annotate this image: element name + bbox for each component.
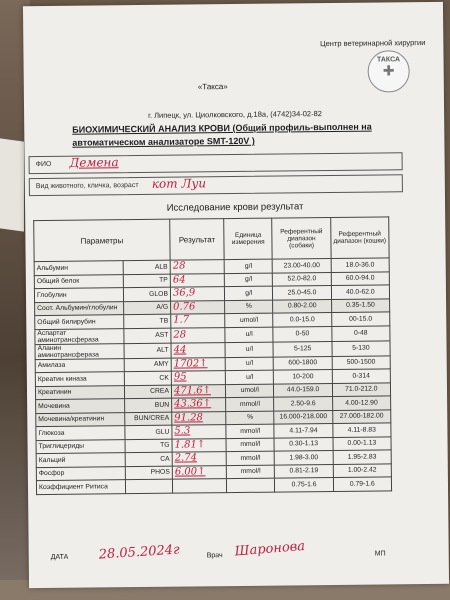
handwritten-result: 44 bbox=[173, 344, 187, 356]
ref-range-cat: 0.35-1.50 bbox=[331, 298, 389, 312]
ref-range-dog: 2.50-9.6 bbox=[274, 396, 332, 410]
unit: u/l bbox=[225, 342, 273, 358]
animal-label: Вид животного, кличка, возраст bbox=[35, 182, 139, 191]
result-value bbox=[170, 260, 224, 274]
param-name: Мочевина bbox=[36, 399, 126, 413]
param-name: Coот. Альбумин/глобулин bbox=[35, 301, 125, 315]
result-value bbox=[171, 314, 225, 328]
param-code: TB bbox=[124, 314, 171, 328]
param-code: TP bbox=[124, 274, 171, 288]
ref-range-dog: 25.0-45.0 bbox=[273, 286, 331, 300]
owner-label: ФИО bbox=[35, 160, 52, 169]
clinic-address: г. Липецк, ул. Циолковского, д.18а, (4742)34-02-82 bbox=[148, 109, 322, 120]
seal-label: МП bbox=[374, 550, 386, 558]
handwritten-result: 95 bbox=[173, 371, 187, 383]
logo-text: ТАКСА bbox=[376, 56, 401, 64]
param-name: Фосфор bbox=[36, 466, 126, 480]
param-code: AST bbox=[124, 328, 171, 343]
ref-range-dog: 4.11-7.94 bbox=[274, 423, 332, 437]
ref-range-dog: 23.00-40.00 bbox=[273, 259, 331, 273]
ref-range-dog: 0.81-2.19 bbox=[275, 464, 333, 478]
col-unit: Единица измерения bbox=[224, 218, 273, 260]
param-code: CK bbox=[125, 371, 172, 385]
param-name: Альбумин bbox=[34, 261, 124, 275]
param-name: Креатин киназа bbox=[35, 372, 125, 386]
result-value bbox=[171, 327, 225, 343]
date-label: ДАТА bbox=[50, 553, 69, 561]
param-name: Мочевина/креатинин bbox=[36, 412, 126, 426]
ref-range-cat: 00-15.0 bbox=[331, 312, 389, 326]
handwritten-result: 6.00↑ bbox=[174, 466, 206, 478]
result-value bbox=[171, 342, 225, 358]
ref-range-cat: 18.0-36.0 bbox=[331, 258, 389, 272]
lab-report-sheet bbox=[23, 2, 449, 588]
col-ref-cat: Референтный диапазон (кошки) bbox=[330, 217, 389, 259]
result-value bbox=[172, 398, 226, 412]
handwritten-result: 91.28 bbox=[174, 412, 203, 424]
handwritten-result: 1702↑ bbox=[173, 358, 208, 370]
unit: mmol/l bbox=[226, 465, 274, 479]
handwritten-result: 1.81↑ bbox=[174, 439, 206, 451]
ref-range-cat: 4.00-12.90 bbox=[332, 396, 390, 410]
param-code: BUN bbox=[125, 398, 172, 412]
param-name: Креатинин bbox=[35, 385, 125, 399]
unit: mmol/l bbox=[226, 451, 274, 465]
clinic-name: «Такса» bbox=[197, 82, 228, 92]
ref-range-cat: 0-314 bbox=[332, 369, 390, 383]
table-body bbox=[34, 258, 391, 494]
ref-range-dog: 16.000-218.000 bbox=[274, 410, 332, 424]
param-code: A/G bbox=[124, 301, 171, 315]
handwritten-result: 1.7 bbox=[173, 314, 190, 326]
param-code: ALT bbox=[124, 343, 171, 358]
table-header-row bbox=[34, 217, 389, 262]
param-code: ALB bbox=[124, 260, 171, 274]
result-value bbox=[171, 357, 225, 371]
ref-range-cat: 500-1500 bbox=[332, 355, 390, 369]
param-code bbox=[126, 479, 173, 493]
handwritten-result: 2.74 bbox=[174, 452, 198, 464]
unit: umol/l bbox=[225, 313, 273, 327]
unit: % bbox=[225, 300, 273, 314]
handwritten-result: 28 bbox=[173, 329, 187, 341]
date-value: 28.05.2024г bbox=[98, 542, 181, 563]
param-name: Общий белок bbox=[34, 274, 124, 288]
handwritten-result: 0.76 bbox=[173, 301, 196, 313]
unit: g/l bbox=[225, 286, 273, 300]
unit: % bbox=[226, 411, 274, 425]
doctor-signature: Шаронова bbox=[234, 538, 306, 560]
result-value bbox=[172, 411, 226, 425]
param-code: TG bbox=[125, 439, 172, 453]
param-name: Аспартат аминотрансфераза bbox=[35, 328, 125, 344]
ref-range-cat: 4.11-8.83 bbox=[333, 423, 391, 437]
unit: mmol/l bbox=[226, 438, 274, 452]
handwritten-result: 43.36↑ bbox=[174, 398, 212, 410]
ref-range-dog: 5-125 bbox=[273, 341, 331, 357]
ref-range-dog: 0.0-15.0 bbox=[273, 313, 331, 327]
ref-range-cat: 0.00-1.13 bbox=[333, 436, 391, 450]
param-name: Кальций bbox=[36, 453, 126, 467]
unit: u/l bbox=[225, 357, 273, 371]
param-code: PHOS bbox=[126, 466, 173, 480]
param-name: Триглицериды bbox=[36, 439, 126, 453]
param-code: GLU bbox=[125, 425, 172, 439]
ref-range-cat: 0-48 bbox=[332, 325, 390, 341]
animal-field bbox=[29, 174, 403, 196]
ref-range-cat: 1.95-2.83 bbox=[333, 450, 391, 464]
param-code: CREA bbox=[125, 385, 172, 399]
background-paper-scrap bbox=[0, 138, 24, 231]
handwritten-result: 36,9 bbox=[172, 287, 196, 299]
param-name: Коэффициент Ритиса bbox=[36, 480, 126, 494]
result-value bbox=[172, 452, 226, 466]
unit: mmol/l bbox=[226, 424, 274, 438]
result-value bbox=[170, 287, 224, 301]
ref-range-dog: 0.30-1.13 bbox=[274, 437, 332, 451]
handwritten-result: 28 bbox=[172, 260, 186, 272]
ref-range-cat: 5-130 bbox=[332, 340, 390, 356]
ref-range-cat: 60.0-94.0 bbox=[331, 271, 389, 285]
owner-field bbox=[29, 152, 403, 174]
result-value bbox=[172, 425, 226, 439]
param-code: CA bbox=[126, 452, 173, 466]
ref-range-dog: 44.0-159.0 bbox=[274, 383, 332, 397]
report-title: БИОХИМИЧЕСКИЙ АНАЛИЗ КРОВИ (Общий профиль-выполнен на автоматическом анализаторе SMT-120V ) bbox=[72, 121, 372, 148]
ref-range-cat: 1.00-2.42 bbox=[333, 463, 391, 477]
param-name: Аланин аминотрансфераза bbox=[35, 343, 125, 359]
ref-range-dog: 600-1800 bbox=[274, 356, 332, 370]
result-value bbox=[172, 438, 226, 452]
param-code: BUN/CREA bbox=[125, 412, 172, 426]
param-name: Общий билирубин bbox=[35, 315, 125, 329]
owner-value: Деменa bbox=[69, 155, 119, 170]
ref-range-dog: 0-50 bbox=[273, 326, 331, 342]
medical-cross-icon: ✚ bbox=[382, 62, 395, 79]
ref-range-cat: 27.000-182.00 bbox=[332, 409, 390, 423]
ref-range-dog: 0.75-1.6 bbox=[275, 477, 333, 491]
table-row bbox=[36, 477, 391, 494]
unit: umol/l bbox=[226, 384, 274, 398]
section-title: Исследование крови результат bbox=[166, 201, 304, 214]
handwritten-result: 5.3 bbox=[174, 425, 191, 437]
ref-range-dog: 0.80-2.00 bbox=[273, 299, 331, 313]
param-name: Глюкоза bbox=[36, 426, 126, 440]
col-param: Параметры bbox=[34, 219, 170, 261]
param-name: Амилаза bbox=[35, 358, 125, 372]
ref-range-dog: 10-200 bbox=[274, 369, 332, 383]
unit: mmol/l bbox=[226, 397, 274, 411]
col-result: Результат bbox=[170, 219, 225, 261]
param-code: AMY bbox=[125, 358, 172, 372]
result-value bbox=[171, 300, 225, 314]
handwritten-result: 64 bbox=[172, 274, 186, 286]
result-value bbox=[170, 273, 224, 287]
result-value bbox=[171, 384, 225, 398]
clinic-logo bbox=[367, 50, 409, 92]
result-value bbox=[172, 479, 226, 493]
result-value bbox=[172, 465, 226, 479]
result-value bbox=[171, 371, 225, 385]
ref-range-cat: 40.0-62.0 bbox=[331, 285, 389, 299]
ref-range-cat: 0.79-1.6 bbox=[333, 477, 391, 491]
handwritten-result: 471.6↑ bbox=[173, 385, 212, 397]
results-table bbox=[33, 216, 392, 494]
center-name: Центр ветеринарной хирургии bbox=[320, 38, 426, 49]
ref-range-dog: 52.0-82.0 bbox=[273, 272, 331, 286]
doctor-label: Врач bbox=[206, 552, 223, 560]
ref-range-dog: 1.98-3.00 bbox=[275, 450, 333, 464]
col-ref-dog: Референтный диапазон (собаки) bbox=[272, 218, 331, 260]
unit: g/l bbox=[224, 259, 272, 273]
ref-range-cat: 71.0-212.0 bbox=[332, 382, 390, 396]
param-name: Глобулин bbox=[34, 288, 124, 302]
unit: u/l bbox=[225, 327, 273, 343]
unit: g/l bbox=[224, 273, 272, 287]
animal-value: кот Луи bbox=[151, 176, 207, 191]
unit: u/l bbox=[225, 370, 273, 384]
param-code: GLOB bbox=[124, 287, 171, 301]
unit bbox=[227, 478, 275, 492]
